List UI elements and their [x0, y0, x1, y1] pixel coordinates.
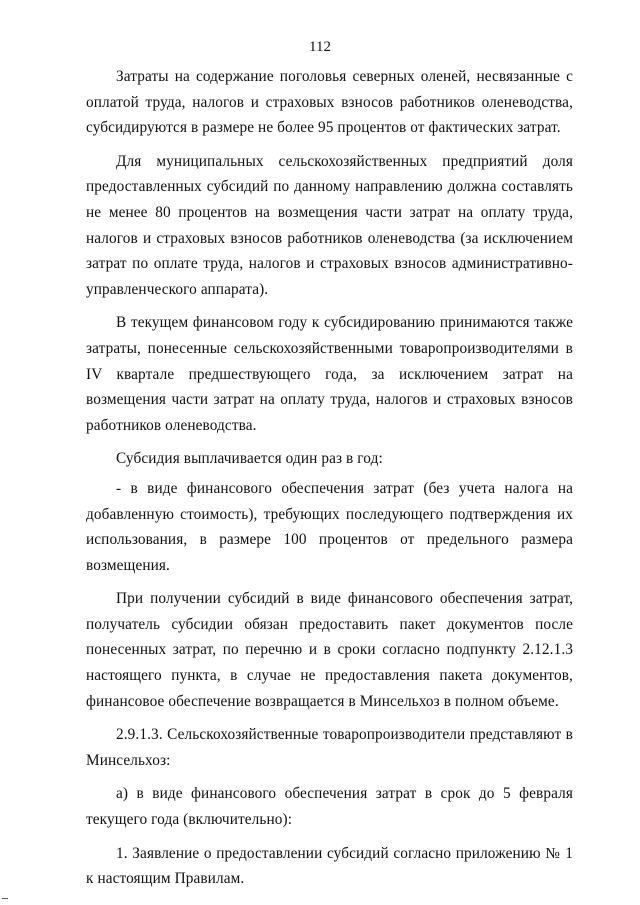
paragraph-recipient-obligation: При получении субсидий в виде финансового обеспечения затрат, получатель субсидии обязан предоставить пакет документов после понесенных затрат, по перечню и в сроки согласно подпункту 2.12.1.3 настоящего пункта, в случае не предоставления пакета документов, финансовое обеспечение возвращается в Минсельхоз в полном объеме.	[86, 590, 573, 710]
paragraph-section-2-9-1-3: 2.9.1.3. Сельскохозяйственные товаропроизводители представляют в Минсельхоз:	[86, 726, 573, 769]
page-number: 112	[309, 39, 331, 55]
paragraph-payment-frequency: Субсидия выплачивается один раз в год:	[116, 450, 383, 468]
paragraph-deadline: а) в виде финансового обеспечения затрат в срок до 5 февраля текущего года (включительно):	[86, 785, 573, 829]
paragraph-previous-year-costs: В текущем финансовом году к субсидированию принимаются также затраты, понесенные сельскохозяйственными товаропроизводителями в IV квартале предшествующего года, за исключением затрат на возмещения части затрат на оплату труда, налогов и страховых взносов работников оленеводства.	[86, 314, 573, 434]
document-body	[86, 64, 573, 892]
paragraph-reindeer-costs: Затраты на содержание поголовья северных оленей, несвязанные с оплатой труда, налогов и страховых взносов работников оленеводства, субсидируются в размере не более 95 процентов от фактических затрат.	[86, 68, 573, 137]
paragraph-municipal-enterprises: Для муниципальных сельскохозяйственных предприятий доля предоставленных субсидий по данному направлению должна составлять не менее 80 процентов на возмещения части затрат на оплату труда, налогов и страховых взносов работников оленеводства (за исключением затрат по оплате труда, налогов и страховых взносов административно-управленческого аппарата).	[86, 152, 573, 298]
paragraph-application: 1. Заявление о предоставлении субсидий согласно приложению № 1 к настоящим Правилам.	[86, 844, 573, 888]
paragraph-financial-support: - в виде финансового обеспечения затрат (без учета налога на добавленную стоимость), требующих последующего подтверждения их использования, в размере 100 процентов от предельного размера возмещения.	[86, 479, 573, 574]
scan-mark	[2, 898, 8, 899]
